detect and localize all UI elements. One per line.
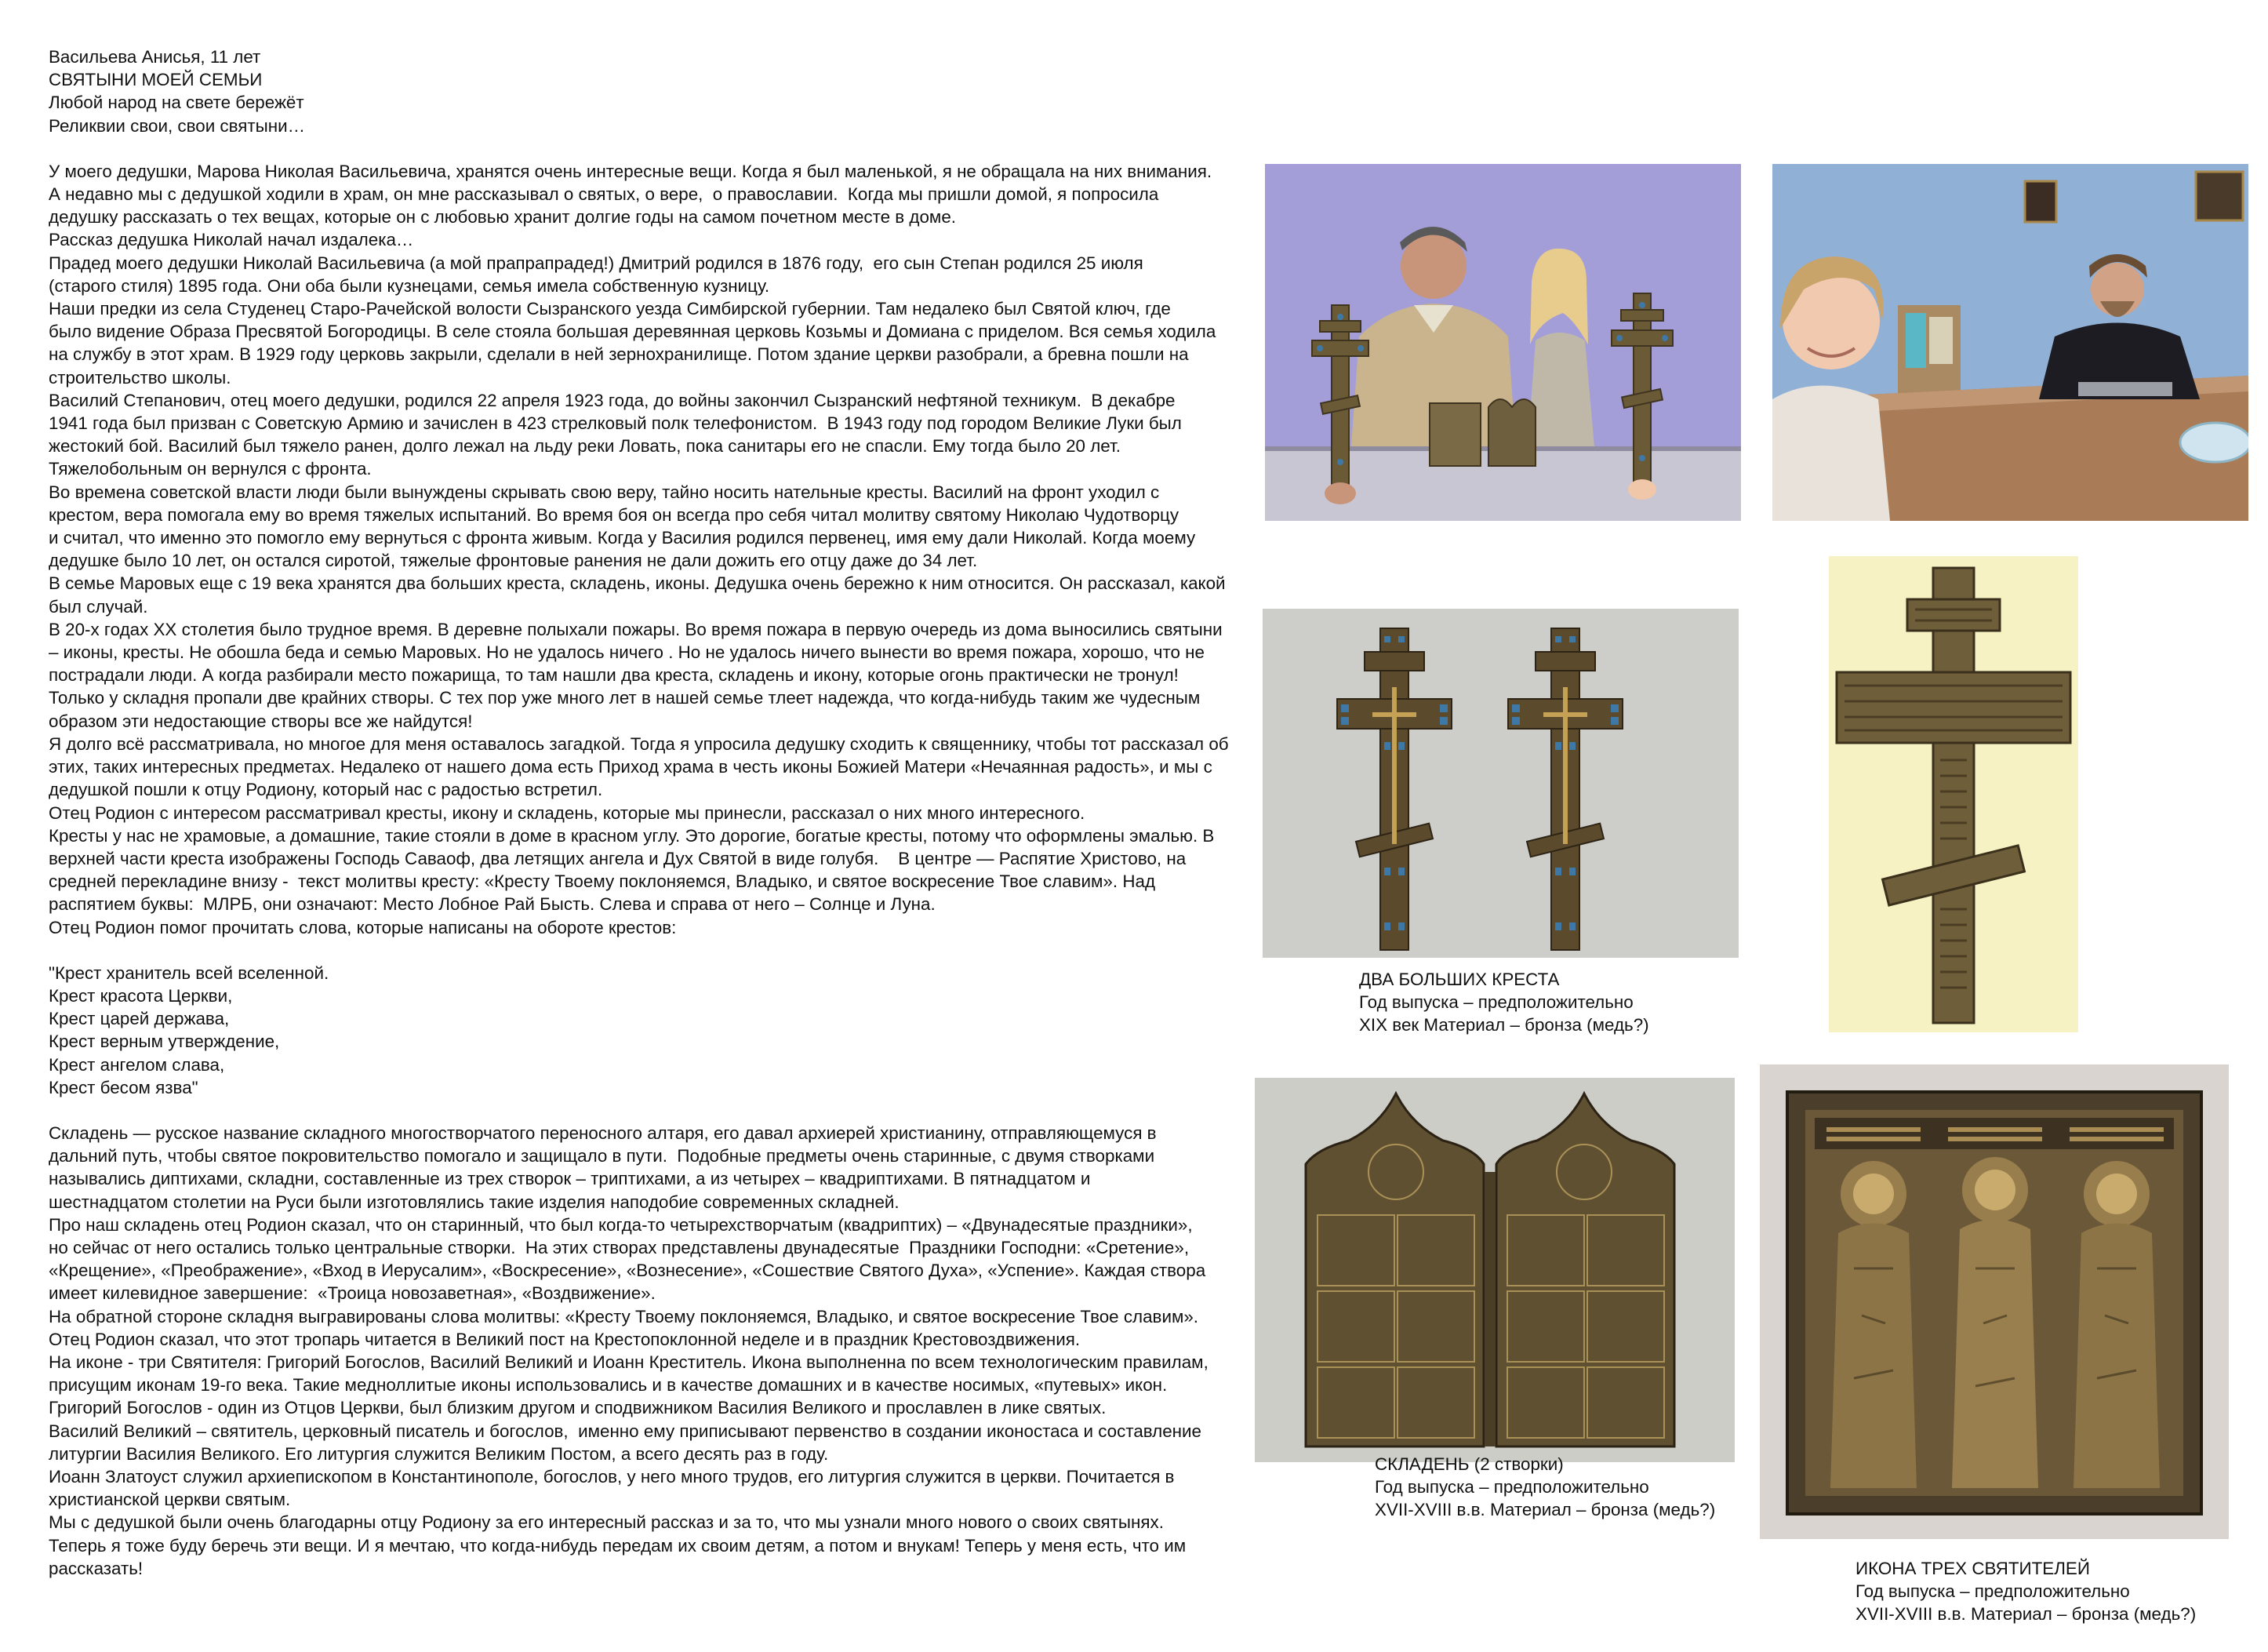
paragraph-line: литургии Василия Великого. Его литургия служится Великим Постом, а всего десять раз в году. (49, 1443, 829, 1464)
paragraph-line: Во времена советской власти люди были вынуждены скрывать свою веру, тайно носить нательные кресты. Василий на фронт уходил с (49, 482, 1160, 502)
paragraph-line: 1941 года был призван с Советскую Армию и зачислен в 423 стрелковый полк телефонистом. В 1943 году под городом Великие Луки был (49, 413, 1182, 434)
cross-inscription-poem (49, 962, 1241, 1099)
paragraph-line: Про наш складень отец Родион сказал, что он старинный, что был когда-то четырехстворчатым (квадриптих) – «Двунадесятые праздники», (49, 1214, 1193, 1235)
photo-skladen-diptych (1255, 1078, 1735, 1462)
paragraph-line: Отец Родион помог прочитать слова, которые написаны на обороте крестов: (49, 917, 677, 937)
caption-skladen (1375, 1453, 1715, 1522)
paragraph-line: На обратной стороне складня выгравированы слова молитвы: «Кресту Твоему поклоняемся, Владыко, и святое воскресение Твое славим». (49, 1306, 1199, 1326)
paragraph-line: этих, таких интересных предметах. Недалеко от нашего дома есть Приход храма в честь иконы Божией Матери «Нечаянная радость», и мы с (49, 757, 1212, 777)
paragraph-line: Григорий Богослов - один из Отцов Церкви, был близким другом и сподвижником Василия Великого и прославлен в лике святых. (49, 1398, 1107, 1418)
caption-icon (1855, 1557, 2196, 1626)
poem-line: Крест верным утверждение, (49, 1032, 280, 1052)
caption-icon-title: ИКОНА ТРЕХ СВЯТИТЕЛЕЙ (1855, 1559, 2090, 1578)
paragraph-line: рассказать! (49, 1558, 144, 1578)
paragraph-line: На иконе - три Святителя: Григорий Богослов, Василий Великий и Иоанн Креститель. Икона выполненна по всем технологическим правилам, (49, 1352, 1209, 1372)
poem-line: Крест бесом язва" (49, 1077, 198, 1097)
paragraph-line: Тяжелобольным он вернулся с фронта. (49, 459, 372, 479)
paragraph-line: пострадали люди. А когда разбирали место пожарища, то там нашли два креста, складень и икону, которые огонь практически не тронул! (49, 665, 1179, 686)
paragraph-line: Рассказ дедушка Николай начал издалека… (49, 230, 414, 250)
poem-line: "Крест хранитель всей вселенной. (49, 962, 329, 983)
caption-skladen-line2: XVII-XVIII в.в. Материал – бронза (медь?) (1375, 1500, 1716, 1520)
paragraph-line: Я долго всё рассматривала, но многое для меня оставалось загадкой. Тогда я упросила дедушку сходить к священнику, чтобы тот рассказал об (49, 733, 1229, 754)
paragraph-line: жестокий бой. Василий был тяжело ранен, долго лежал на льду реки Ловать, пока санитары его не спасли. Ему тогда было 20 лет. (49, 436, 1121, 457)
photo-two-crosses (1263, 609, 1739, 958)
poem-line: Крест ангелом слава, (49, 1054, 225, 1075)
paragraph-line: Только у складня пропали две крайних створы. С тех пор уже много лет в нашей семье тлеет надежда, что когда-нибудь таким же чудесным (49, 688, 1201, 708)
paragraph-line: но сейчас от него остались только центральные створки. На этих створах представлены двунадесятые Праздники Господни: «Сретение», (49, 1237, 1190, 1257)
body-paragraphs (49, 160, 1241, 939)
paragraph-line: Наши предки из села Студенец Старо-Рачейской волости Сызранского уезда Симбирской губернии. Там недалеко был Святой ключ, где (49, 299, 1171, 319)
paragraph-line: Василий Степанович, отец моего дедушки, родился 22 апреля 1923 года, до войны закончил Сызранский нефтяной техникум. В декабре (49, 390, 1176, 410)
paragraph-line: Теперь я тоже буду беречь эти вещи. И я мечтаю, что когда-нибудь передам их своим детям, а потом и внукам! Теперь у меня есть, что им (49, 1535, 1187, 1556)
caption-two-crosses-title: ДВА БОЛЬШИХ КРЕСТА (1359, 970, 1560, 989)
paragraph-line: и считал, что именно это помогло ему вернуться с фронта живым. Когда у Василия родился первенец, имя ему дали Николай. Когда моему (49, 528, 1196, 548)
paragraph-line: назывались диптихами, складни, составленные из трех створок – триптихами, а из четырех – квадриптихами. В пятнадцатом и (49, 1169, 1091, 1189)
paragraph-line: В 20-х годах XX столетия было трудное время. В деревне полыхали пожары. Во время пожара в первую очередь из дома выносились святыни (49, 619, 1223, 639)
paragraph-line: В семье Маровых еще с 19 века хранятся два больших креста, складень, иконы. Дедушка очень бережно к ним относится. Он рассказал, какой (49, 573, 1226, 594)
epigraph-line-2: Реликвии свои, свои святыни… (49, 115, 305, 136)
paragraph-line: распятием буквы: МЛРБ, они означают: Место Лобное Рай Бысть. Слева и справа от него – Солнце и Луна. (49, 894, 936, 915)
body-paragraphs-continued (49, 1122, 1241, 1580)
poem-line: Крест красота Церкви, (49, 985, 233, 1006)
paragraph-line: Отец Родион сказал, что этот тропарь читается в Великий пост на Крестопоклонной неделе и в праздник Крестовоздвижения. (49, 1329, 1081, 1349)
paragraph-line: шестнадцатом столетии на Руси были изготовлялись такие изделия наподобие современных складней. (49, 1192, 900, 1212)
paragraph-line: дедушку рассказать о тех вещах, которые он с любовью хранит долгие годы на самом почетном месте в доме. (49, 207, 956, 227)
photo-girl-with-priest (1772, 164, 2248, 521)
paragraph-line: дедушкой пошли к отцу Родиону, который нас с радостью встретил. (49, 780, 603, 800)
paragraph-line: верхней части креста изображены Господь Саваоф, два летящих ангела и Дух Святой в виде голубя. В центре — Распятие Христово, на (49, 848, 1187, 868)
paragraph-line: У моего дедушки, Марова Николая Васильевича, хранятся очень интересные вещи. Когда я был маленькой, я не обращала на них внимания. (49, 161, 1212, 181)
epigraph-line-1: Любой народ на свете бережёт (49, 93, 304, 113)
paragraph-line: крестом, вера помогала ему во время тяжелых испытаний. Во время боя он всегда про себя читал молитву святому Николаю Чудотворцу (49, 504, 1179, 525)
paragraph-line: Василий Великий – святитель, церковный писатель и богослов, именно ему приписывают первенство в создании иконостаса и составление (49, 1421, 1201, 1441)
paragraph-line: (старого стиля) 1895 года. Они оба были кузнецами, семья имела собственную кузницу. (49, 275, 770, 296)
paragraph-line: присущим иконам 19-го века. Такие медноллитые иконы использовались и в качестве домашних и в качестве носимых, «путевых» икон. (49, 1375, 1168, 1395)
paragraph-line: А недавно мы с дедушкой ходили в храм, он мне рассказывал о святых, о вере, о православии. Когда мы пришли домой, я попросила (49, 184, 1159, 205)
paragraph-line: христианской церкви святым. (49, 1490, 291, 1510)
author-line: Васильева Анисья, 11 лет (49, 47, 261, 67)
paragraph-line: был случай. (49, 596, 148, 617)
paragraph-line: Прадед моего дедушки Николай Васильевича (а мой прапрапрадед!) Дмитрий родился в 1876 году, его сын Степан родился 25 июля (49, 253, 1143, 273)
caption-skladen-line1: Год выпуска – предположительно (1375, 1477, 1649, 1497)
caption-skladen-title: СКЛАДЕНЬ (2 створки) (1375, 1454, 1564, 1474)
paragraph-line: Мы с дедушкой были очень благодарны отцу Родиону за его интересный рассказ и за то, что мы узнали много нового о своих святынях. (49, 1512, 1164, 1533)
caption-two-crosses-line2: XIX век Материал – бронза (медь?) (1359, 1015, 1649, 1035)
paragraph-line: Складень — русское название складного многостворчатого переносного алтаря, его давал архиерей христианину, отправляющемуся в (49, 1123, 1157, 1143)
photo-cross-reverse (1829, 556, 2078, 1032)
paragraph-line: имеет килевидное завершение: «Троица новозаветная», «Воздвижение». (49, 1283, 656, 1304)
paragraph-line: – иконы, кресты. Не обошла беда и семью Маровых. Но не удалось ничего . Но не удалось ничего вынести во время пожара, хорошо, что не (49, 642, 1205, 663)
article-text (49, 45, 1241, 1580)
paragraph-line: средней перекладине внизу - текст молитвы кресту: «Кресту Твоему поклоняемся, Владыко, и святое воскресение Твое славим». Над (49, 871, 1156, 892)
caption-icon-line1: Год выпуска – предположительно (1855, 1581, 2130, 1602)
photo-icon-three-hierarchs (1760, 1064, 2229, 1539)
photo-grandfather-with-relics (1265, 164, 1741, 521)
caption-icon-line2: XVII-XVIII в.в. Материал – бронза (медь?) (1855, 1604, 2197, 1625)
paragraph-line: дедушке было 10 лет, он остался сиротой, тяжелые фронтовые ранения не дали дожить его отцу даже до 34 лет. (49, 551, 978, 571)
paragraph-line: было видение Образа Пресвятой Богородицы. В селе стояла большая деревянная церковь Козьмы и Домиана с приделом. Вся семья ходила (49, 322, 1216, 342)
paragraph-line: на службу в этот храм. В 1929 году церковь закрыли, сделали в ней зернохранилище. Потом здание церкви разобрали, а бревна пошли на (49, 344, 1189, 365)
paragraph-line: дальний путь, чтобы святое покровительство помогало и защищало в пути. Подобные предметы очень старинные, с двумя створками (49, 1146, 1155, 1166)
article-title: СВЯТЫНИ МОЕЙ СЕМЬИ (49, 70, 263, 90)
paragraph-line: Кресты у нас не храмовые, а домашние, такие стояли в доме в красном углу. Это дорогие, богатые кресты, потому что оформлены эмалью. В (49, 825, 1215, 846)
paragraph-line: строительство школы. (49, 367, 231, 388)
paragraph-line: «Крещение», «Преображение», «Вход в Иерусалим», «Воскресение», «Вознесение», «Сошествие Святого Духа», «Успение». Каждая створа (49, 1261, 1206, 1281)
caption-two-crosses-line1: Год выпуска – предположительно (1359, 992, 1634, 1013)
paragraph-line: Иоанн Златоуст служил архиепископом в Константинополе, богослов, у него много трудов, его литургия служится в церкви. Почитается в (49, 1466, 1175, 1486)
paragraph-line: Отец Родион с интересом рассматривал кресты, икону и складень, которые мы принесли, рассказал о них много интересного. (49, 802, 1085, 823)
poem-line: Крест царей держава, (49, 1009, 230, 1029)
caption-two-crosses (1359, 968, 1649, 1037)
paragraph-line: образом эти недостающие створы все же найдутся! (49, 711, 473, 731)
